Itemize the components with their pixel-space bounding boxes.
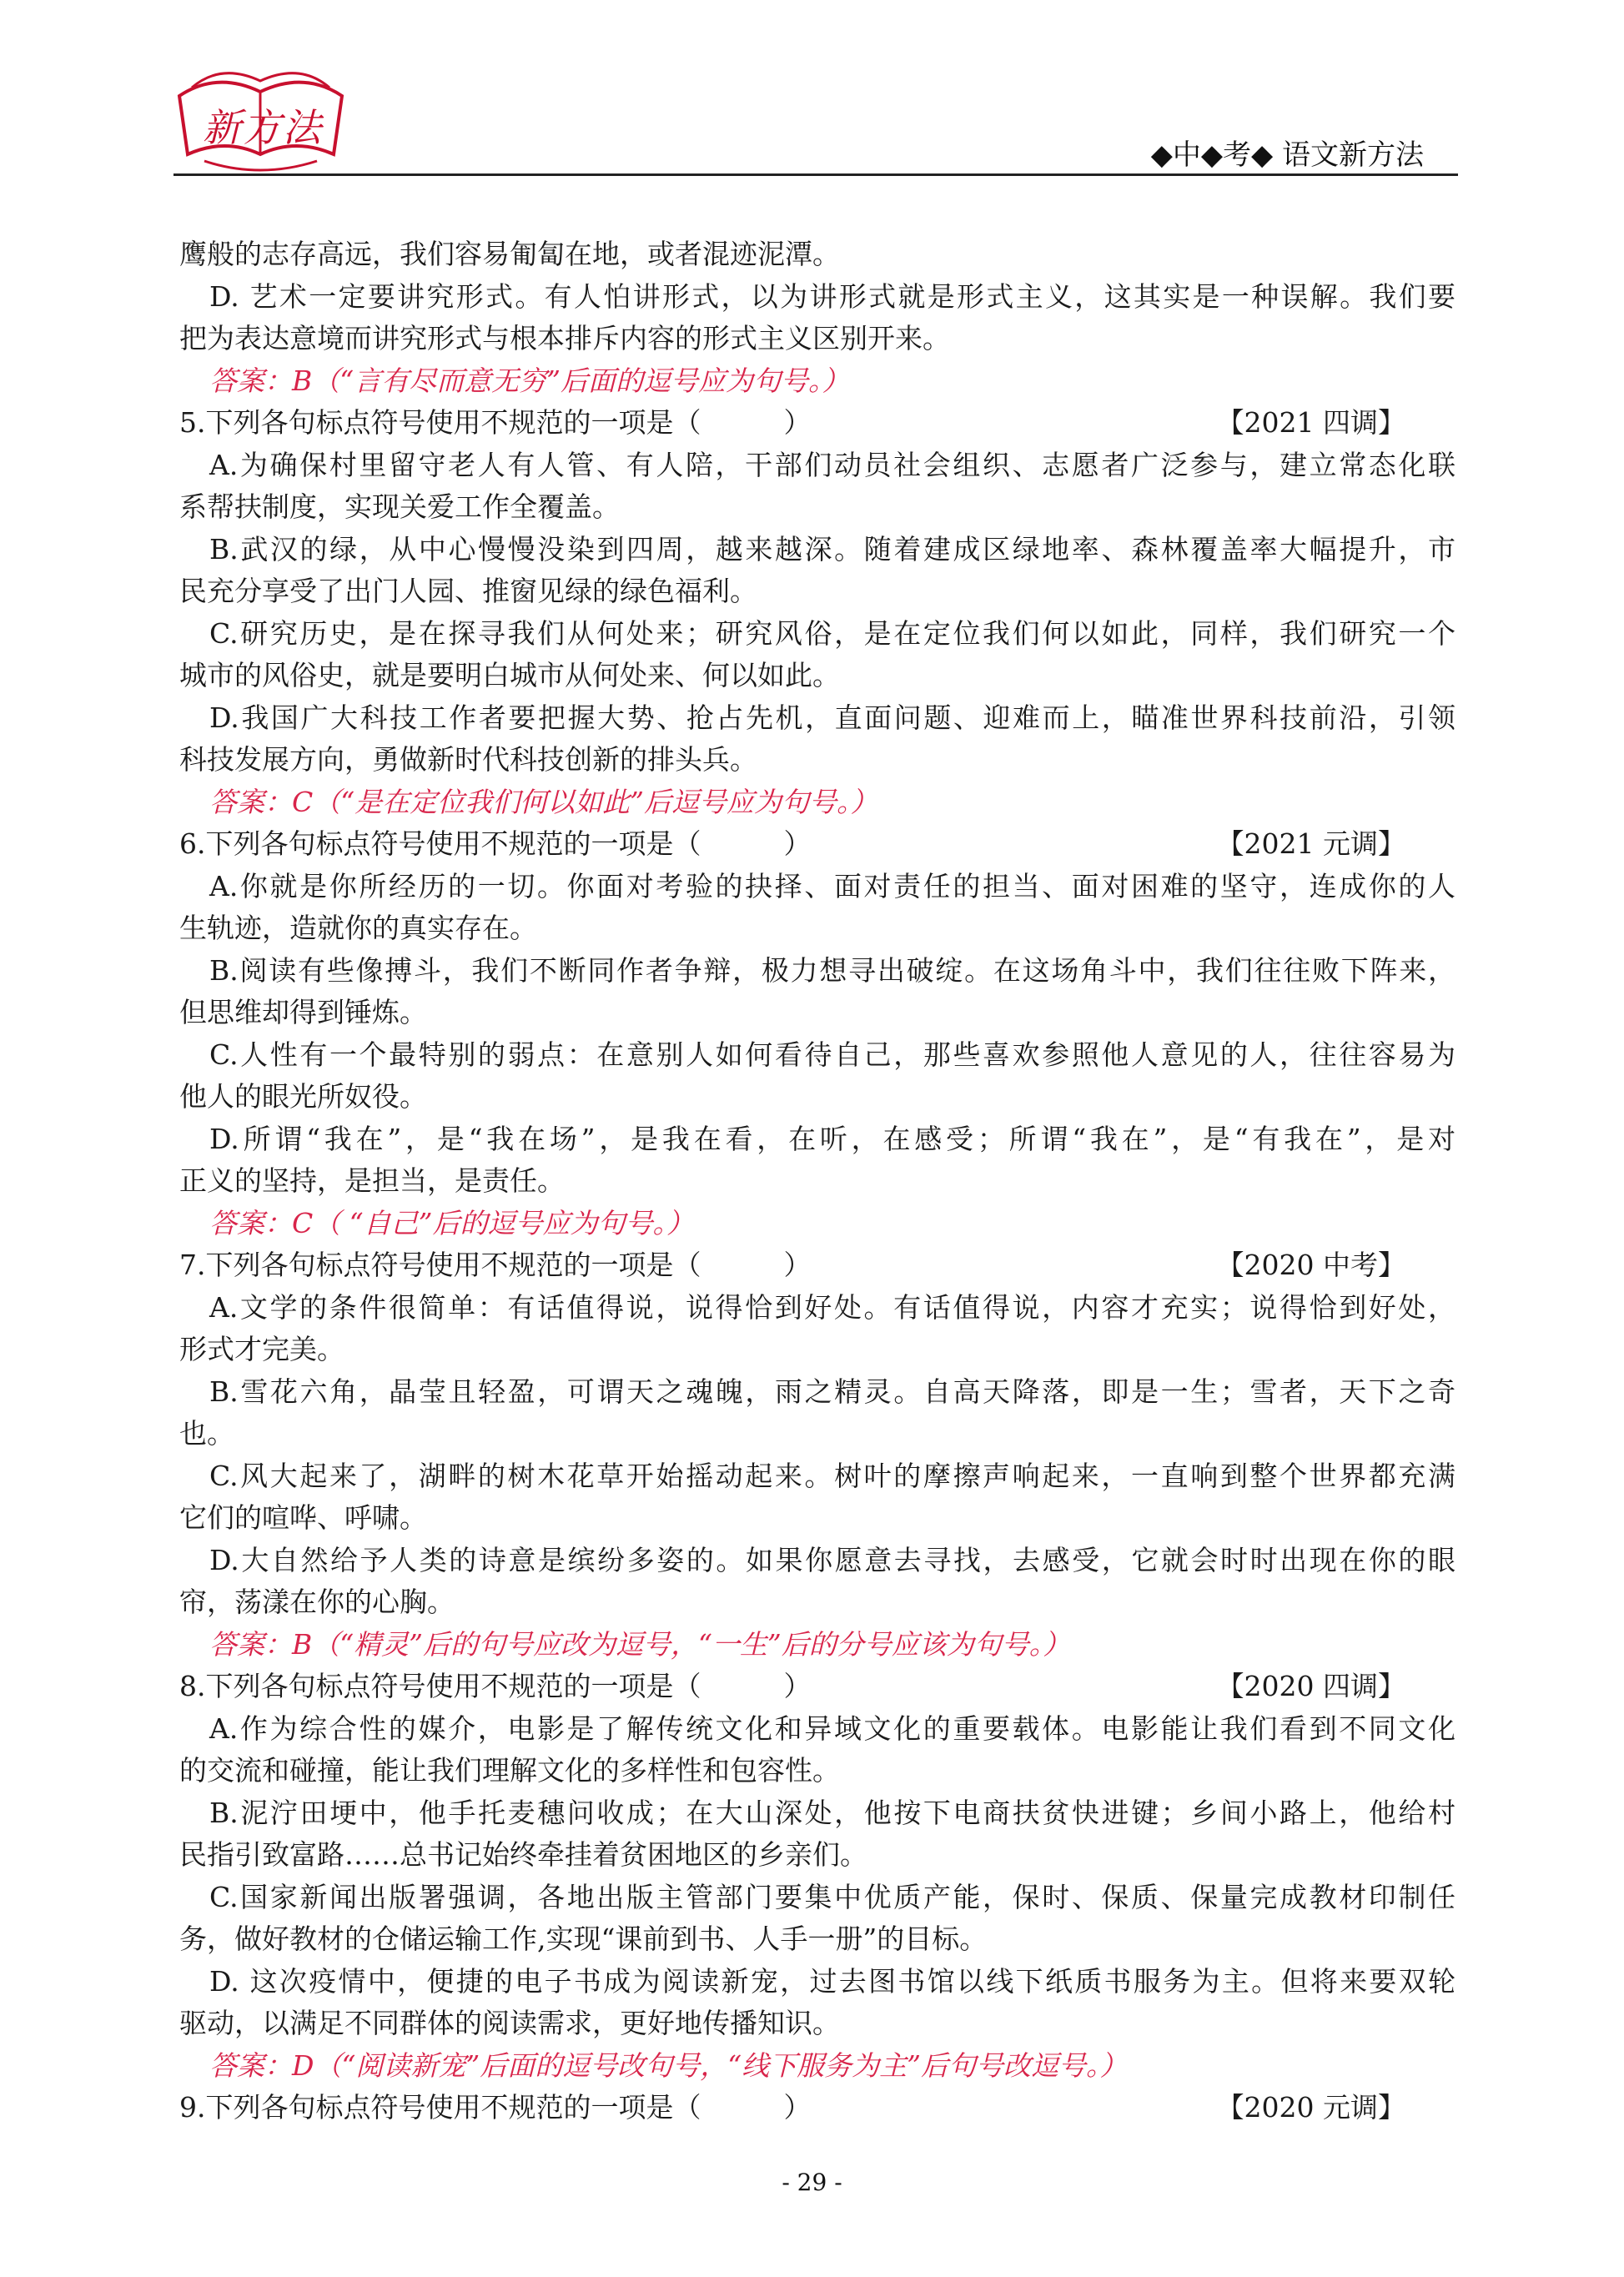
text-line: 也。 xyxy=(179,1417,234,1450)
question-heading xyxy=(179,1244,1456,1287)
question-text: 6.下列各句标点符号使用不规范的一项是（ ） xyxy=(179,827,812,860)
text-line: 帘，荡漾在你的心胸。 xyxy=(179,1586,455,1618)
question-text: 5.下列各句标点符号使用不规范的一项是（ ） xyxy=(179,406,812,439)
text-line: 系帮扶制度，实现关爱工作全覆盖。 xyxy=(179,490,620,523)
header-title: ◆中◆考◆ 语文新方法 xyxy=(1150,138,1424,172)
text-line: A.作为综合性的媒介，电影是了解传统文化和异域文化的重要载体。电影能让我们看到不同文化 xyxy=(209,1712,1456,1745)
question-source-tag: 【2021 元调】 xyxy=(1216,827,1405,860)
text-line: 它们的喧哗、呼啸。 xyxy=(179,1501,427,1534)
text-line: 他人的眼光所奴役。 xyxy=(179,1080,427,1113)
text-line: 鹰般的志存高远，我们容易匍匐在地，或者混迹泥潭。 xyxy=(179,238,840,270)
text-line: C.研究历史，是在探寻我们从何处来；研究风俗，是在定位我们何以如此，同样，我们研究一个 xyxy=(209,616,1456,650)
answer-line: 答案：D（“阅读新宠”后面的逗号改句号，“线下服务为主”后句号改逗号。） xyxy=(209,2048,1128,2082)
text-line: 把为表达意境而讲究形式与根本排斥内容的形式主义区别开来。 xyxy=(179,322,950,354)
text-line: 驱动，以满足不同群体的阅读需求，更好地传播知识。 xyxy=(179,2007,840,2039)
page-content xyxy=(179,234,1456,2129)
text-line: 的交流和碰撞，能让我们理解文化的多样性和包容性。 xyxy=(179,1754,840,1787)
text-line: D.大自然给予人类的诗意是缤纷多姿的。如果你愿意去寻找，去感受，它就会时时出现在你的眼 xyxy=(209,1543,1456,1576)
answer-line: 答案：B（“精灵”后的句号应改为逗号，“一生”后的分号应该为句号。） xyxy=(209,1627,1071,1661)
question-source-tag: 【2021 四调】 xyxy=(1216,406,1405,439)
text-line: C.人性有一个最特别的弱点：在意别人如何看待自己，那些喜欢参照他人意见的人，往往容易为 xyxy=(209,1038,1456,1071)
question-heading xyxy=(179,402,1456,445)
question-heading xyxy=(179,2087,1456,2129)
logo xyxy=(171,63,350,179)
text-line: D.我国广大科技工作者要把握大势、抢占先机，直面问题、迎难而上，瞄准世界科技前沿，引领 xyxy=(209,701,1456,734)
text-line: 城市的风俗史，就是要明白城市从何处来、何以如此。 xyxy=(179,659,840,691)
text-line: 生轨迹，造就你的真实存在。 xyxy=(179,912,537,944)
text-line: C.国家新闻出版署强调，各地出版主管部门要集中优质产能，保时、保质、保量完成教材印制任 xyxy=(209,1880,1456,1913)
text-line: 科技发展方向，勇做新时代科技创新的排头兵。 xyxy=(179,743,757,776)
text-line: A.你就是你所经历的一切。你面对考验的抉择、面对责任的担当、面对困难的坚守，连成你的人 xyxy=(209,869,1456,902)
text-line: 正义的坚持，是担当，是责任。 xyxy=(179,1164,565,1197)
question-heading xyxy=(179,823,1456,866)
answer-line: 答案：C（ “自己”后的逗号应为句号。） xyxy=(209,1206,694,1239)
text-line: D.所谓“我在”，是“我在场”，是我在看，在听，在感受；所谓“我在”，是“有我在”，是对 xyxy=(209,1122,1456,1155)
text-line: B.武汉的绿，从中心慢慢没染到四周，越来越深。随着建成区绿地率、森林覆盖率大幅提升，市 xyxy=(209,532,1456,565)
text-line: B.阅读有些像搏斗，我们不断同作者争辩，极力想寻出破绽。在这场角斗中，我们往往败下阵来， xyxy=(209,953,1456,987)
text-line: C.风大起来了，湖畔的树木花草开始摇动起来。树叶的摩擦声响起来，一直响到整个世界都充满 xyxy=(209,1459,1456,1492)
text-line: A.为确保村里留守老人有人管、有人陪，干部们动员社会组织、志愿者广泛参与，建立常态化联 xyxy=(209,448,1456,481)
question-text: 9.下列各句标点符号使用不规范的一项是（ ） xyxy=(179,2091,812,2124)
logo-text: 新方法 xyxy=(203,105,323,150)
answer-line: 答案：B（“言有尽而意无穷”后面的逗号应为句号。） xyxy=(209,364,850,397)
text-line: 但思维却得到锤炼。 xyxy=(179,996,427,1028)
question-text: 8.下列各句标点符号使用不规范的一项是（ ） xyxy=(179,1670,812,1702)
question-heading xyxy=(179,1666,1456,1708)
question-source-tag: 【2020 元调】 xyxy=(1216,2091,1405,2124)
header-divider xyxy=(173,173,1458,176)
text-line: A.文学的条件很简单：有话值得说，说得恰到好处。有话值得说，内容才充实；说得恰到好处， xyxy=(209,1290,1456,1324)
text-line: B.雪花六角，晶莹且轻盈，可谓天之魂魄，雨之精灵。自高天降落，即是一生；雪者，天下之奇 xyxy=(209,1375,1456,1408)
page-number: - 29 - xyxy=(782,2169,842,2196)
question-source-tag: 【2020 四调】 xyxy=(1216,1670,1405,1702)
question-source-tag: 【2020 中考】 xyxy=(1216,1249,1405,1281)
text-line: 形式才完美。 xyxy=(179,1333,344,1365)
text-line: 民充分享受了出门人园、推窗见绿的绿色福利。 xyxy=(179,575,757,607)
text-line: 民指引致富路……总书记始终牵挂着贫困地区的乡亲们。 xyxy=(179,1838,867,1871)
text-line: D. 艺术一定要讲究形式。有人怕讲形式，以为讲形式就是形式主义，这其实是一种误解。我们要 xyxy=(209,279,1456,313)
text-line: B.泥泞田埂中，他手托麦穗问收成；在大山深处，他按下电商扶贫快进键；乡间小路上，他给村 xyxy=(209,1796,1456,1829)
answer-line: 答案：C（“是在定位我们何以如此”后逗号应为句号。） xyxy=(209,785,878,818)
text-line: 务，做好教材的仓储运输工作,实现“课前到书、人手一册”的目标。 xyxy=(179,1923,988,1955)
text-line: D. 这次疫情中，便捷的电子书成为阅读新宠，过去图书馆以线下纸质书服务为主。但将来要双轮 xyxy=(209,1964,1456,1998)
question-text: 7.下列各句标点符号使用不规范的一项是（ ） xyxy=(179,1249,812,1281)
